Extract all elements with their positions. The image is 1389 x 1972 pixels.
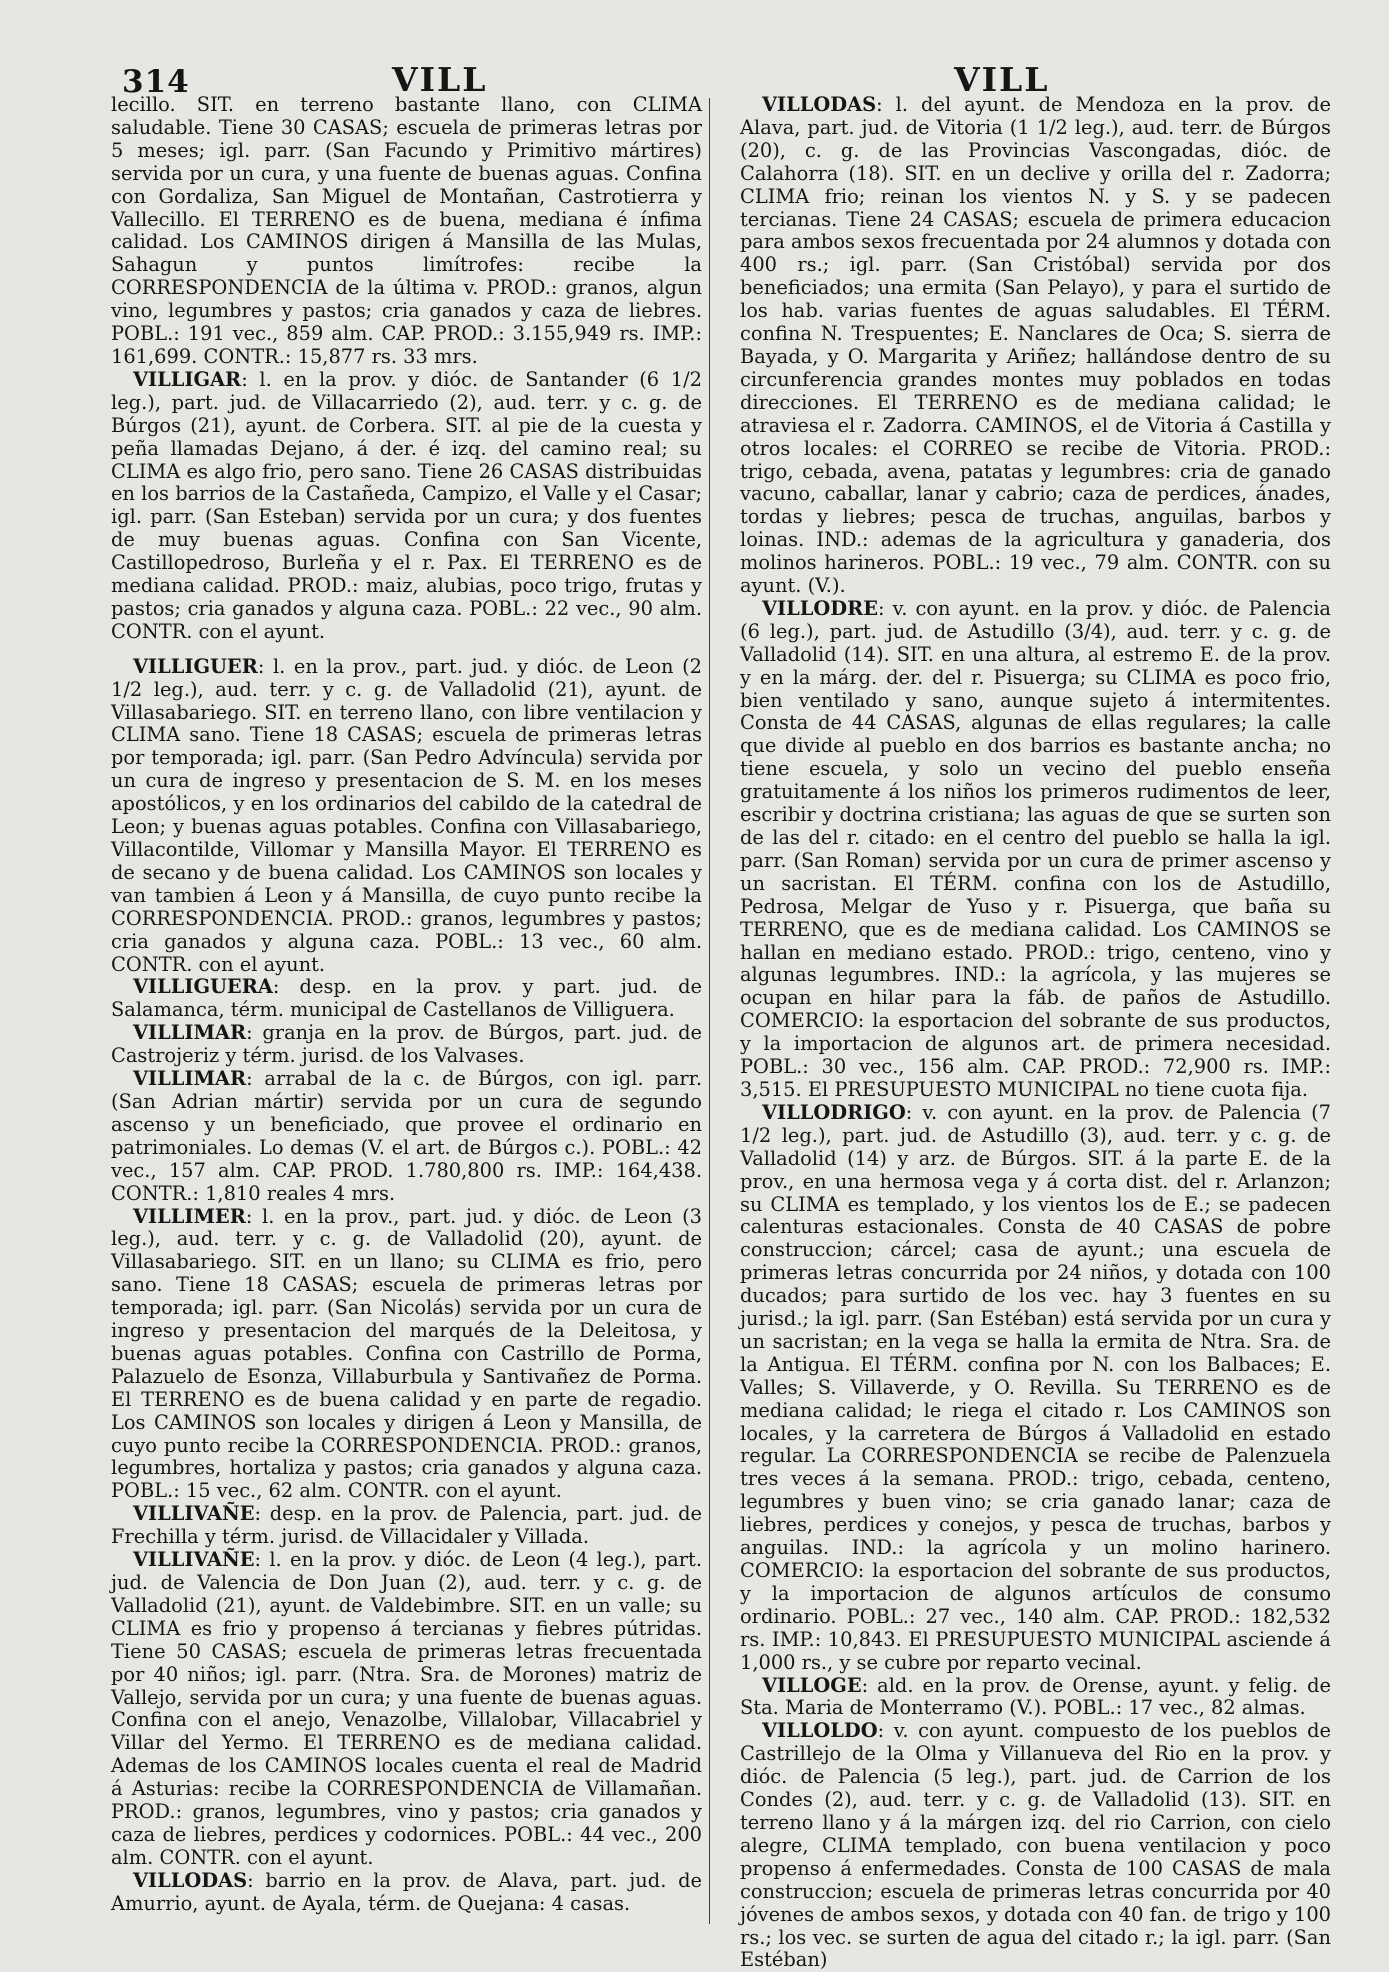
dictionary-entry <box>111 1549 702 1870</box>
dictionary-entry <box>111 1022 702 1068</box>
entry-headword: VILLIMER <box>133 1204 246 1228</box>
entry-text: : l. en la prov., part. jud. y dióc. de Leon (2 1/2 leg.), aud. terr. y c. g. de Valladolid (21), ayunt. de Villasabariego. SIT. en terreno llano, con libre ventilacion y CLIMA sano. Tiene 18 CASAS; escuela de primeras letras por temporada; igl. parr. (San Pedro Advíncula) servida por un cura de ingreso y presentacion de S. M. en los meses apostólicos, y en los ordinarios del cabildo de la catedral de Leon; y buenas aguas potables. Confina con Villasabariego, Villacontilde, Villomar y Mansilla Mayor. El TERRENO es de secano y de buena calidad. Los CAMINOS son locales y van tambien á Leon y á Mansilla, de cuyo punto recibe la CORRESPONDENCIA. PROD.: granos, legumbres y pastos; cria ganados y alguna caza. POBL.: 13 vec., 60 alm. CONTR. con el ayunt. <box>111 654 702 976</box>
dictionary-entry <box>111 1870 702 1916</box>
entry-headword: VILLIGAR <box>133 367 242 391</box>
entry-headword: VILLODRE <box>762 596 878 620</box>
dictionary-entry <box>111 656 702 977</box>
dictionary-entry <box>111 1206 702 1504</box>
dictionary-entry <box>111 1068 702 1205</box>
dictionary-entry <box>740 1675 1331 1721</box>
entry-text: : desp. en la prov. de Palencia, part. jud. de Frechilla y térm. jurisd. de Villacidaler y Villada. <box>111 1502 702 1549</box>
right-column <box>740 93 1331 1972</box>
entry-headword: VILLIVAÑE <box>133 1502 255 1526</box>
entry-text: : v. con ayunt. compuesto de los pueblos de Castrillejo de la Olma y Villanueva del Rio en la prov. y dióc. de Palencia (5 leg.), part. jud. de Carrion de los Condes (2), aud. terr. y c. g. de Valladolid (13). SIT. en terreno llano y á la márgen izq. del rio Carrion, con cielo alegre, CLIMA templado, con buena ventilacion y poco propenso á enfermedades. Consta de 100 CASAS de mala construccion; escuela de primeras letras concurrida por 40 jóvenes de ambos sexos, y dotada con 40 fan. de trigo y 100 rs.; los vec. se surten de agua del citado r.; la igl. parr. (San Estéban) <box>740 1719 1331 1972</box>
entry-text: lecillo. SIT. en terreno bastante llano, con CLIMA saludable. Tiene 30 CASAS; escuela de primeras letras por 5 meses; igl. parr. (San Facundo y Primitivo mártires) servida por un cura, y una fuente de buenas aguas. Confina con Gordaliza, San Miguel de Montañan, Castrotierra y Vallecillo. El TERRENO es de buena, mediana é ínfima calidad. Los CAMINOS dirigen á Mansilla de las Mulas, Sahagun y puntos limítrofes: recibe la CORRESPONDENCIA de la última v. PROD.: granos, algun vino, legumbres y pastos; cria ganados y caza de liebres. POBL.: 191 vec., 859 alm. CAP. PROD.: 3.155,949 rs. IMP.: 161,699. CONTR.: 15,877 rs. 33 mrs. <box>111 93 702 368</box>
left-running-head: VILL <box>392 60 488 99</box>
entry-text: : barrio en la prov. de Alava, part. jud. de Amurrio, ayunt. de Ayala, térm. de Quejana: 4 casas. <box>111 1868 702 1915</box>
dictionary-entry <box>740 1102 1331 1675</box>
entry-text: : ald. en la prov. de Orense, ayunt. y felig. de Sta. Maria de Monterramo (V.). POBL.: 17 vec., 82 almas. <box>740 1673 1331 1720</box>
entry-headword: VILLIMAR <box>133 1021 247 1045</box>
entry-text: : l. en la prov. y dióc. de Santander (6 1/2 leg.), part. jud. de Villacarriedo (2), aud. terr. y c. g. de Búrgos (21), ayunt. de Corbera. SIT. al pie de la cuesta y peña llamadas Dejano, á der. é izq. del camino real; su CLIMA es algo frio, pero sano. Tiene 26 CASAS distribuidas en los barrios de la Castañeda, Campizo, el Valle y el Casar; igl. parr. (San Esteban) servida por un cura; y dos fuentes de muy buenas aguas. Confina con San Vicente, Castillopedroso, Burleña y el r. Pax. El TERRENO es de mediana calidad. PROD.: maiz, alubias, poco trigo, frutas y pastos; cria ganados y alguna caza. POBL.: 22 vec., 90 alm. CONTR. con el ayunt. <box>111 367 702 643</box>
dictionary-entry <box>111 1503 702 1549</box>
dictionary-entry <box>111 976 702 1022</box>
left-column <box>111 94 702 1936</box>
entry-headword: VILLIVAÑE <box>133 1548 255 1572</box>
entry-headword: VILLOGE <box>762 1673 862 1697</box>
entry-text: : v. con ayunt. en la prov. y dióc. de Palencia (6 leg.), part. jud. de Astudillo (3/4), aud. terr. y c. g. de Valladolid (14). SIT. en una altura, al estremo E. de la prov. y en la márg. der. del r. Pisuerga; su CLIMA es poco frio, bien ventilado y sano, aunque sujeto á intermitentes. Consta de 44 CASAS, algunas de ellas regulares; la calle que divide al pueblo en dos barrios es bastante ancha; no tiene escuela, y solo un vecino del pueblo enseña gratuitamente á los niños los primeros rudimentos de leer, escribir y doctrina cristiana; las aguas de que se surten son de las del r. citado: en el centro del pueblo se halla la igl. parr. (San Roman) servida por un cura de primer ascenso y un sacristan. El TÉRM. confina con los de Astudillo, Pedrosa, Melgar de Yuso y r. Pisuerga, que baña su TERRENO, que es de mediana calidad. Los CAMINOS se hallan en mediano estado. PROD.: trigo, centeno, vino y algunas legumbres. IND.: la agrícola, y las mujeres se ocupan en hilar para la fáb. de paños de Astudillo. COMERCIO: la esportacion del sobrante de sus productos, y la importacion de algunos art. de primera necesidad. POBL.: 30 vec., 156 alm. CAP. PROD.: 72,900 rs. IMP.: 3,515. El PRESUPUESTO MUNICIPAL no tiene cuota fija. <box>740 596 1331 1101</box>
entry-text: : arrabal de la c. de Búrgos, con igl. parr. (San Adrian mártir) servida por un cura de segundo ascenso y un beneficiado, que provee el ordinario en patrimoniales. Lo demas (V. el art. de Búrgos c.). POBL.: 42 vec., 157 alm. CAP. PROD. 1.780,800 rs. IMP.: 164,438. CONTR.: 1,810 reales 4 mrs. <box>111 1067 702 1205</box>
column-divider <box>709 98 710 1924</box>
entry-text: : l. en la prov. y dióc. de Leon (4 leg.), part. jud. de Valencia de Don Juan (2), aud. terr. y c. g. de Valladolid (21), ayunt. de Valdebimbre. SIT. en un valle; su CLIMA es frio y propenso á tercianas y fiebres pútridas. Tiene 50 CASAS; escuela de primeras letras frecuentada por 40 niños; igl. parr. (Ntra. Sra. de Morones) matriz de Vallejo, servida por un cura; y una fuente de buenas aguas. Confina con el anejo, Venazolbe, Villalobar, Villacabriel y Villar del Yermo. El TERRENO es de mediana calidad. Ademas de los CAMINOS locales cuenta el real de Madrid á Asturias: recibe la CORRESPONDENCIA de Villamañan. PROD.: granos, legumbres, vino y pastos; cria ganados y caza de liebres, perdices y codornices. POBL.: 44 vec., 200 alm. CONTR. con el ayunt. <box>111 1548 702 1869</box>
entry-headword: VILLIMAR <box>133 1067 247 1091</box>
entry-headword: VILLOLDO <box>762 1719 878 1743</box>
entry-text: : l. en la prov., part. jud. y dióc. de Leon (3 leg.), aud. terr. y c. g. de Valladolid (20), ayunt. de Villasabariego. SIT. en un llano; su CLIMA es frio, pero sano. Tiene 18 CASAS; escuela de primeras letras por temporada; igl. parr. (San Nicolás) servida por un cura de ingreso y presentacion del marqués de la Deleitosa, y buenas aguas potables. Confina con Castrillo de Porma, Palazuelo de Esonza, Villaburbula y Santivañez de Porma. El TERRENO es de buena calidad y en parte de regadio. Los CAMINOS son locales y dirigen á Leon y Mansilla, de cuyo punto recibe la CORRESPONDENCIA. PROD.: granos, legumbres, hortaliza y pastos; cria ganados y alguna caza. POBL.: 15 vec., 62 alm. CONTR. con el ayunt. <box>111 1204 702 1503</box>
entry-headword: VILLODAS <box>762 93 877 116</box>
dictionary-entry <box>740 598 1331 1102</box>
dictionary-entry <box>111 369 702 644</box>
entry-headword: VILLODAS <box>133 1868 248 1892</box>
dictionary-entry <box>740 1720 1331 1972</box>
dictionary-entry <box>740 94 1331 598</box>
dictionary-entry <box>111 94 702 369</box>
page-number: 314 <box>122 64 190 100</box>
entry-text: : l. del ayunt. de Mendoza en la prov. de Alava, part. jud. de Vitoria (1 1/2 leg.), aud. terr. de Búrgos (20), c. g. de las Provincias Vascongadas, dióc. de Calahorra (18). SIT. en un declive y orilla del r. Zadorra; CLIMA frio; reinan los vientos N. y S. y se padecen tercianas. Tiene 24 CASAS; escuela de primera educacion para ambos sexos frecuentada por 24 alumnos y dotada con 400 rs.; igl. parr. (San Cristóbal) servida por dos beneficiados; una ermita (San Pelayo), y para el surtido de los hab. varias fuentes de aguas saludables. El TÉRM. confina N. Trespuentes; E. Nanclares de Oca; S. sierra de Bayada, y O. Margarita y Ariñez; hallándose dentro de su circunferencia grandes montes muy poblados en todas direcciones. El TERRENO es de mediana calidad; le atraviesa el r. Zadorra. CAMINOS, el de Vitoria á Castilla y otros locales: el CORREO se recibe de Vitoria. PROD.: trigo, cebada, avena, patatas y legumbres: cria de ganado vacuno, caballar, lanar y cabrio; caza de perdices, ánades, tordas y liebres; pesca de truchas, anguilas, barbos y loinas. IND.: ademas de la agricultura y ganaderia, dos molinos harineros. POBL.: 19 vec., 79 alm. CONTR. con su ayunt. (V.). <box>740 93 1331 598</box>
entry-headword: VILLIGUERA <box>133 975 273 999</box>
entry-headword: VILLIGUER <box>133 654 258 678</box>
entry-text: : granja en la prov. de Búrgos, part. jud. de Castrojeriz y térm. jurisd. de los Valvases. <box>111 1021 702 1068</box>
entry-headword: VILLODRIGO <box>762 1100 906 1124</box>
right-running-head: VILL <box>954 60 1050 99</box>
entry-text: : v. con ayunt. en la prov. de Palencia (7 1/2 leg.), part. jud. de Astudillo (3), aud. terr. y c. g. de Valladolid (14) y arz. de Búrgos. SIT. á la parte E. de la prov., en una hermosa vega y á corta dist. del r. Arlanzon; su CLIMA es templado, y los vientos los de E.; se padecen calenturas estacionales. Consta de 40 CASAS de pobre construccion; cárcel; casa de ayunt.; una escuela de primeras letras concurrida por 24 niños, y dotada con 100 ducados; para surtido de los vec. hay 3 fuentes en su jurisd.; la igl. parr. (San Estéban) está servida por un cura y un sacristan; en la vega se halla la ermita de Ntra. Sra. de la Antigua. El TÉRM. confina por N. con los Balbaces; E. Valles; S. Villaverde, y O. Revilla. Su TERRENO es de mediana calidad; le riega el citado r. Los CAMINOS son locales, y la carretera de Búrgos á Valladolid en estado regular. La CORRESPONDENCIA se recibe de Palenzuela tres veces á la semana. PROD.: trigo, cebada, centeno, legumbres y buen vino; se cria ganado lanar; caza de liebres, perdices y conejos, y pesca de truchas, barbos y anguilas. IND.: la agrícola y un molino harinero. COMERCIO: la esportacion del sobrante de sus productos, y la importacion de algunos artículos de consumo ordinario. POBL.: 27 vec., 140 alm. CAP. PROD.: 182,532 rs. IMP.: 10,843. El PRESUPUESTO MUNICIPAL asciende á 1,000 rs., y se cubre por reparto vecinal. <box>740 1100 1331 1674</box>
entry-text: : desp. en la prov. y part. jud. de Salamanca, térm. municipal de Castellanos de Villiguera. <box>111 975 702 1022</box>
